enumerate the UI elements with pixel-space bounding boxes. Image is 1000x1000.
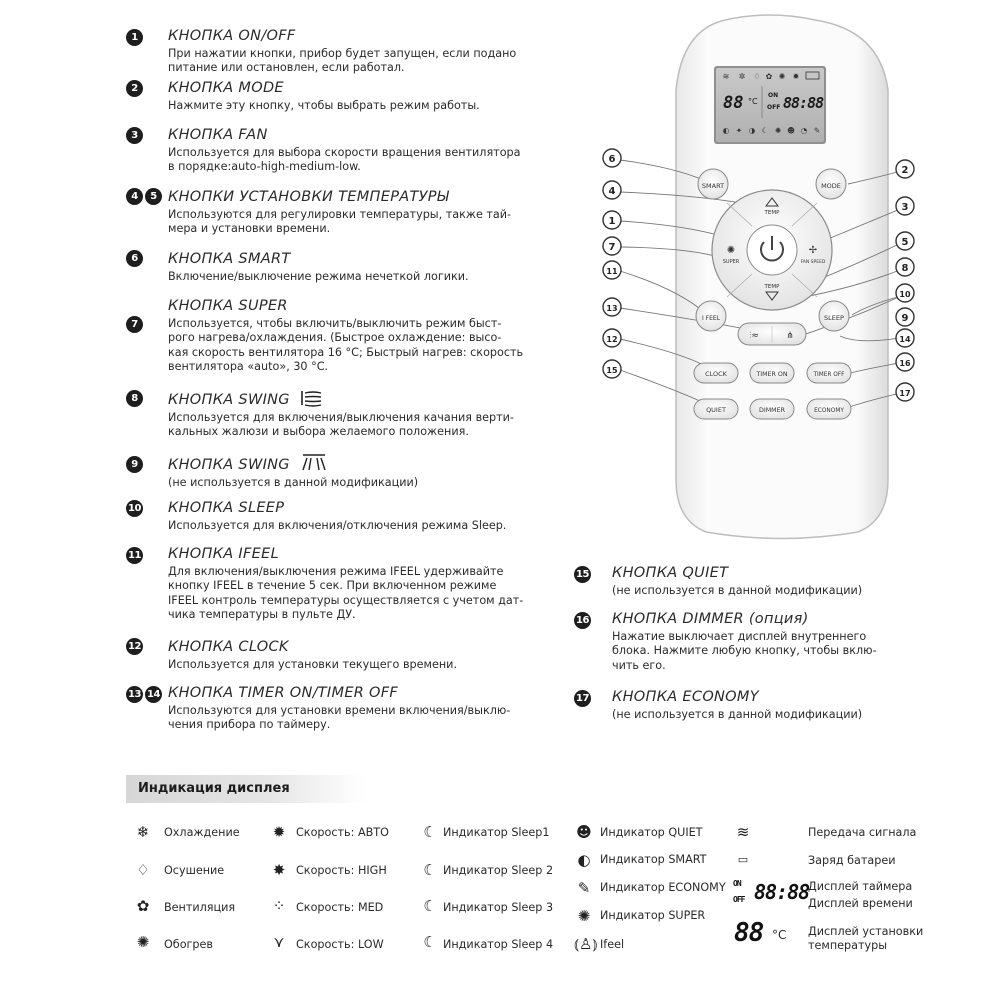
clock-label: CLOCK <box>705 370 727 378</box>
svg-text:◔: ◔ <box>800 126 808 135</box>
super-label: SUPER <box>722 259 740 265</box>
speed-low-icon: ⋎ <box>273 933 285 951</box>
sleep-label: SLEEP <box>824 314 844 322</box>
number-badge: 11 <box>126 547 143 564</box>
number-badge: 14 <box>145 686 162 703</box>
number-badge: 4 <box>126 188 143 205</box>
legend-label: Вентиляция <box>164 901 236 914</box>
legend-label: Индикатор Sleep 3 <box>443 901 554 914</box>
number-badge: 6 <box>126 250 143 267</box>
number-badge: 15 <box>574 566 591 583</box>
speed-auto-icon: ✹ <box>272 823 286 841</box>
section-desc: Используется для выбора скорости вращения вентилятора в порядке:auto-high-medium-low. <box>168 146 521 174</box>
quiet-icon: ☻ <box>576 823 592 841</box>
number-badge: 10 <box>126 500 143 517</box>
svg-text:✿: ✿ <box>765 72 773 81</box>
callout-label: 2 <box>901 165 909 176</box>
legend-label: Скорость: MED <box>296 901 384 914</box>
callout-label: 11 <box>606 267 618 276</box>
smart-label: SMART <box>701 182 725 190</box>
section-desc: При нажатии кнопки, прибор будет запущен, если подано питание или остановлен, если работал. <box>168 47 517 75</box>
section-desc: Используется для включения/отключения режима Sleep. <box>168 519 507 532</box>
lcd-on-indicator: ON <box>733 879 741 888</box>
sleep4-icon: ☾ <box>423 933 437 951</box>
legend-label: Индикатор SUPER <box>600 909 706 922</box>
fan-icon: ✿ <box>136 897 150 915</box>
legend-label: Ifeel <box>600 938 625 951</box>
ifeel-label: I FEEL <box>701 315 721 322</box>
callout-label: 7 <box>608 242 616 253</box>
swing-vertical-button[interactable] <box>749 330 759 341</box>
legend-title: Индикация дисплея <box>138 781 290 796</box>
sleep1-icon: ☾ <box>423 823 437 841</box>
callout-label: 6 <box>608 154 616 165</box>
section-title: КНОПКА DIMMER (опция) <box>612 611 809 627</box>
callout-11 <box>603 261 621 279</box>
fan-icon: ✢ <box>808 245 818 256</box>
legend-label: Индикатор Sleep 2 <box>443 864 554 877</box>
legend-header <box>126 775 366 803</box>
section-title: КНОПКА TIMER ON/TIMER OFF <box>168 685 399 701</box>
lcd-screen <box>714 66 826 144</box>
section-title: КНОПКА SLEEP <box>168 500 285 516</box>
section-title: КНОПКА SUPER <box>168 298 288 314</box>
callout-6 <box>603 149 621 167</box>
svg-text:✺: ✺ <box>778 72 786 81</box>
legend-label: Индикатор SMART <box>600 853 707 866</box>
heat-icon: ✺ <box>136 933 150 951</box>
section-title: КНОПКА ECONOMY <box>612 689 759 705</box>
legend-label: Дисплей времени <box>808 897 913 910</box>
economy-button[interactable] <box>807 399 851 419</box>
section-quiet <box>612 564 918 598</box>
number-badge: 1 <box>126 29 143 46</box>
legend-label: Передача сигнала <box>808 826 917 839</box>
legend-label: Дисплей установки <box>808 925 924 938</box>
section-desc: Используются для регулировки температуры, также тай- мера и установки времени. <box>168 208 512 236</box>
section-title: КНОПКА CLOCK <box>168 639 289 655</box>
number-badge: 7 <box>126 316 143 333</box>
callout-12 <box>603 329 621 347</box>
svg-text:≋: ≋ <box>722 72 730 81</box>
callout-1 <box>603 211 621 229</box>
timer-on-label: TIMER ON <box>756 371 788 378</box>
smart-icon: ◐ <box>577 851 591 869</box>
callout-label: 1 <box>608 216 616 227</box>
lcd-unit: °C <box>748 97 758 106</box>
ifeel-icon: ⦅♙⦆ <box>574 935 598 953</box>
cool-icon: ❄ <box>136 823 150 841</box>
callout-label: 15 <box>606 366 618 375</box>
svg-text:◑: ◑ <box>748 126 756 135</box>
section-dimmer <box>612 610 918 673</box>
callout-label: 4 <box>608 186 616 197</box>
callout-label: 16 <box>899 359 911 368</box>
timer-off-label: TIMER OFF <box>813 372 845 378</box>
section-title-text: КНОПКА SWING <box>168 392 290 408</box>
section-desc: (не используется в данной модификации) <box>612 708 863 721</box>
svg-text:✎: ✎ <box>813 126 821 135</box>
section-desc: Используется, чтобы включить/выключить режим быст- рого нагрева/охлаждения. (Быстрое охлаждение: высо- кая скорость вентилятора 16 °C; Быстрый нагрев: скорость вентилятора «auto», 30 °C. <box>168 317 524 373</box>
temp-display-sample: 88 <box>734 918 764 948</box>
callout-5 <box>896 232 914 250</box>
callout-label: 8 <box>901 263 909 274</box>
section-desc: Включение/выключение режима нечеткой логики. <box>168 270 469 283</box>
super-icon: ✺ <box>577 907 591 925</box>
swing-horizontal-button[interactable] <box>786 331 794 341</box>
section-desc: (не используется в данной модификации) <box>168 476 419 489</box>
swing-vertical-icon: ⫶≈ <box>749 331 759 341</box>
quiet-label: QUIET <box>706 406 726 414</box>
section-clock <box>168 638 552 672</box>
svg-text:✦: ✦ <box>735 126 743 135</box>
section-desc: Используются для установки времени включения/выклю- чения прибора по таймеру. <box>168 704 511 732</box>
temp-down-label: TEMP <box>764 284 780 290</box>
callout-16 <box>896 353 914 371</box>
clock-button[interactable] <box>694 363 738 383</box>
callout-label: 3 <box>901 202 909 213</box>
legend-label: Заряд батареи <box>808 854 896 867</box>
number-badge: 17 <box>574 690 591 707</box>
number-badge: 9 <box>126 456 143 473</box>
lcd-temp: 88 <box>723 93 744 113</box>
callout-label: 10 <box>899 290 911 299</box>
number-badge: 8 <box>126 390 143 407</box>
callout-label: 14 <box>899 335 911 344</box>
callout-label: 12 <box>606 335 618 344</box>
callout-4 <box>603 181 621 199</box>
callout-14 <box>896 329 914 347</box>
section-economy <box>612 688 918 722</box>
number-badge: 5 <box>145 188 162 205</box>
legend-label: температуры <box>808 939 888 952</box>
number-badge: 2 <box>126 80 143 97</box>
sleep2-icon: ☾ <box>423 861 437 879</box>
timer-off-button[interactable] <box>807 363 851 383</box>
quiet-button[interactable] <box>694 399 738 419</box>
section-desc: Используется для установки текущего времени. <box>168 658 458 671</box>
number-badge: 3 <box>126 127 143 144</box>
callout-9 <box>896 308 914 326</box>
economy-label: ECONOMY <box>814 408 844 414</box>
ifeel-button[interactable] <box>696 301 726 331</box>
fan-speed-label: FAN SPEED <box>800 260 826 265</box>
section-title: КНОПКА ON/OFF <box>168 28 296 44</box>
svg-text:♢: ♢ <box>753 72 761 81</box>
economy-icon: ✎ <box>577 879 591 897</box>
legend-label: Скорость: LOW <box>296 938 384 951</box>
section-title: КНОПКА IFEEL <box>168 546 279 562</box>
timer-display-sample: 88:88 <box>754 880 810 904</box>
callout-label: 9 <box>901 313 909 324</box>
legend-label: Охлаждение <box>164 826 240 839</box>
lcd-off: OFF <box>767 104 781 111</box>
svg-text:✹: ✹ <box>792 72 800 81</box>
callout-label: 13 <box>606 304 618 313</box>
mode-button[interactable] <box>816 169 846 199</box>
section-desc: Нажатие выключает дисплей внутреннего блока. Нажмите любую кнопку, чтобы вклю- чить его. <box>612 630 877 672</box>
callout-label: 17 <box>899 389 911 398</box>
svg-text:✺: ✺ <box>774 126 782 135</box>
lcd-on: ON <box>768 92 779 99</box>
legend-label: Индикатор QUIET <box>600 826 703 839</box>
section-title: КНОПКА MODE <box>168 80 284 96</box>
legend-label: Скорость: АВТО <box>296 826 389 839</box>
temp-unit: °C <box>772 928 787 942</box>
section-desc: Используется для включения/выключения качания верти- кальных жалюзи и выбора желаемого положения. <box>168 411 514 439</box>
svg-text:◐: ◐ <box>722 126 730 135</box>
callout-label: 5 <box>901 237 909 248</box>
number-badge: 16 <box>574 612 591 629</box>
number-badge: 12 <box>126 638 143 655</box>
callout-15 <box>603 360 621 378</box>
number-badge: 13 <box>126 686 143 703</box>
callout-3 <box>896 197 914 215</box>
section-title-text: КНОПКА SWING <box>168 457 290 473</box>
super-icon: ✺ <box>726 245 736 256</box>
smart-button[interactable] <box>698 169 728 199</box>
section-timer <box>168 684 552 733</box>
callout-8 <box>896 258 914 276</box>
section-title: КНОПКА QUIET <box>612 565 729 581</box>
callout-10 <box>896 284 914 302</box>
sleep-button[interactable] <box>819 301 849 331</box>
speed-high-icon: ✸ <box>272 861 286 879</box>
section-title: КНОПКА SMART <box>168 251 291 267</box>
legend-label: Скорость: HIGH <box>296 864 387 877</box>
battery-icon: ▭ <box>737 853 749 866</box>
svg-text:☾: ☾ <box>761 126 769 135</box>
svg-text:✲: ✲ <box>738 72 746 81</box>
swing-buttons <box>738 323 806 345</box>
legend-label: Индикатор Sleep 4 <box>443 938 554 951</box>
callout-7 <box>603 237 621 255</box>
callout-17 <box>896 383 914 401</box>
timer-on-button[interactable] <box>750 363 794 383</box>
callout-2 <box>896 160 914 178</box>
section-desc: Для включения/выключения режима IFEEL удерживайте кнопку IFEEL в течение 5 сек. При включенном режиме IFEEL контроль температуры осуществляется с учетом дат- чика температуры в пульте ДУ. <box>168 565 524 621</box>
temp-up-label: TEMP <box>764 210 780 216</box>
dimmer-button[interactable] <box>750 399 794 419</box>
dimmer-label: DIMMER <box>759 407 785 414</box>
svg-text:☻: ☻ <box>787 126 795 135</box>
signal-icon: ≋ <box>736 823 750 841</box>
section-title: КНОПКИ УСТАНОВКИ ТЕМПЕРАТУРЫ <box>168 189 449 205</box>
callout-13 <box>603 298 621 316</box>
section-desc: Нажмите эту кнопку, чтобы выбрать режим работы. <box>168 99 480 112</box>
swing-horizontal-icon: ⋔ <box>786 331 794 341</box>
mode-label: MODE <box>821 182 841 190</box>
legend-label: Индикатор Sleep1 <box>443 826 550 839</box>
speed-med-icon: ⁘ <box>272 897 286 915</box>
lcd-off-indicator: OFF <box>733 895 745 904</box>
section-title: КНОПКА FAN <box>168 127 268 143</box>
legend-label: Индикатор ECONOMY <box>600 881 726 894</box>
legend-label: Дисплей таймера <box>808 880 913 893</box>
sleep3-icon: ☾ <box>423 897 437 915</box>
section-desc: (не используется в данной модификации) <box>612 584 863 597</box>
legend-label: Осушение <box>164 864 225 877</box>
lcd-time: 88:88 <box>783 94 824 112</box>
legend-label: Обогрев <box>164 938 214 951</box>
dry-icon: ♢ <box>136 861 150 879</box>
